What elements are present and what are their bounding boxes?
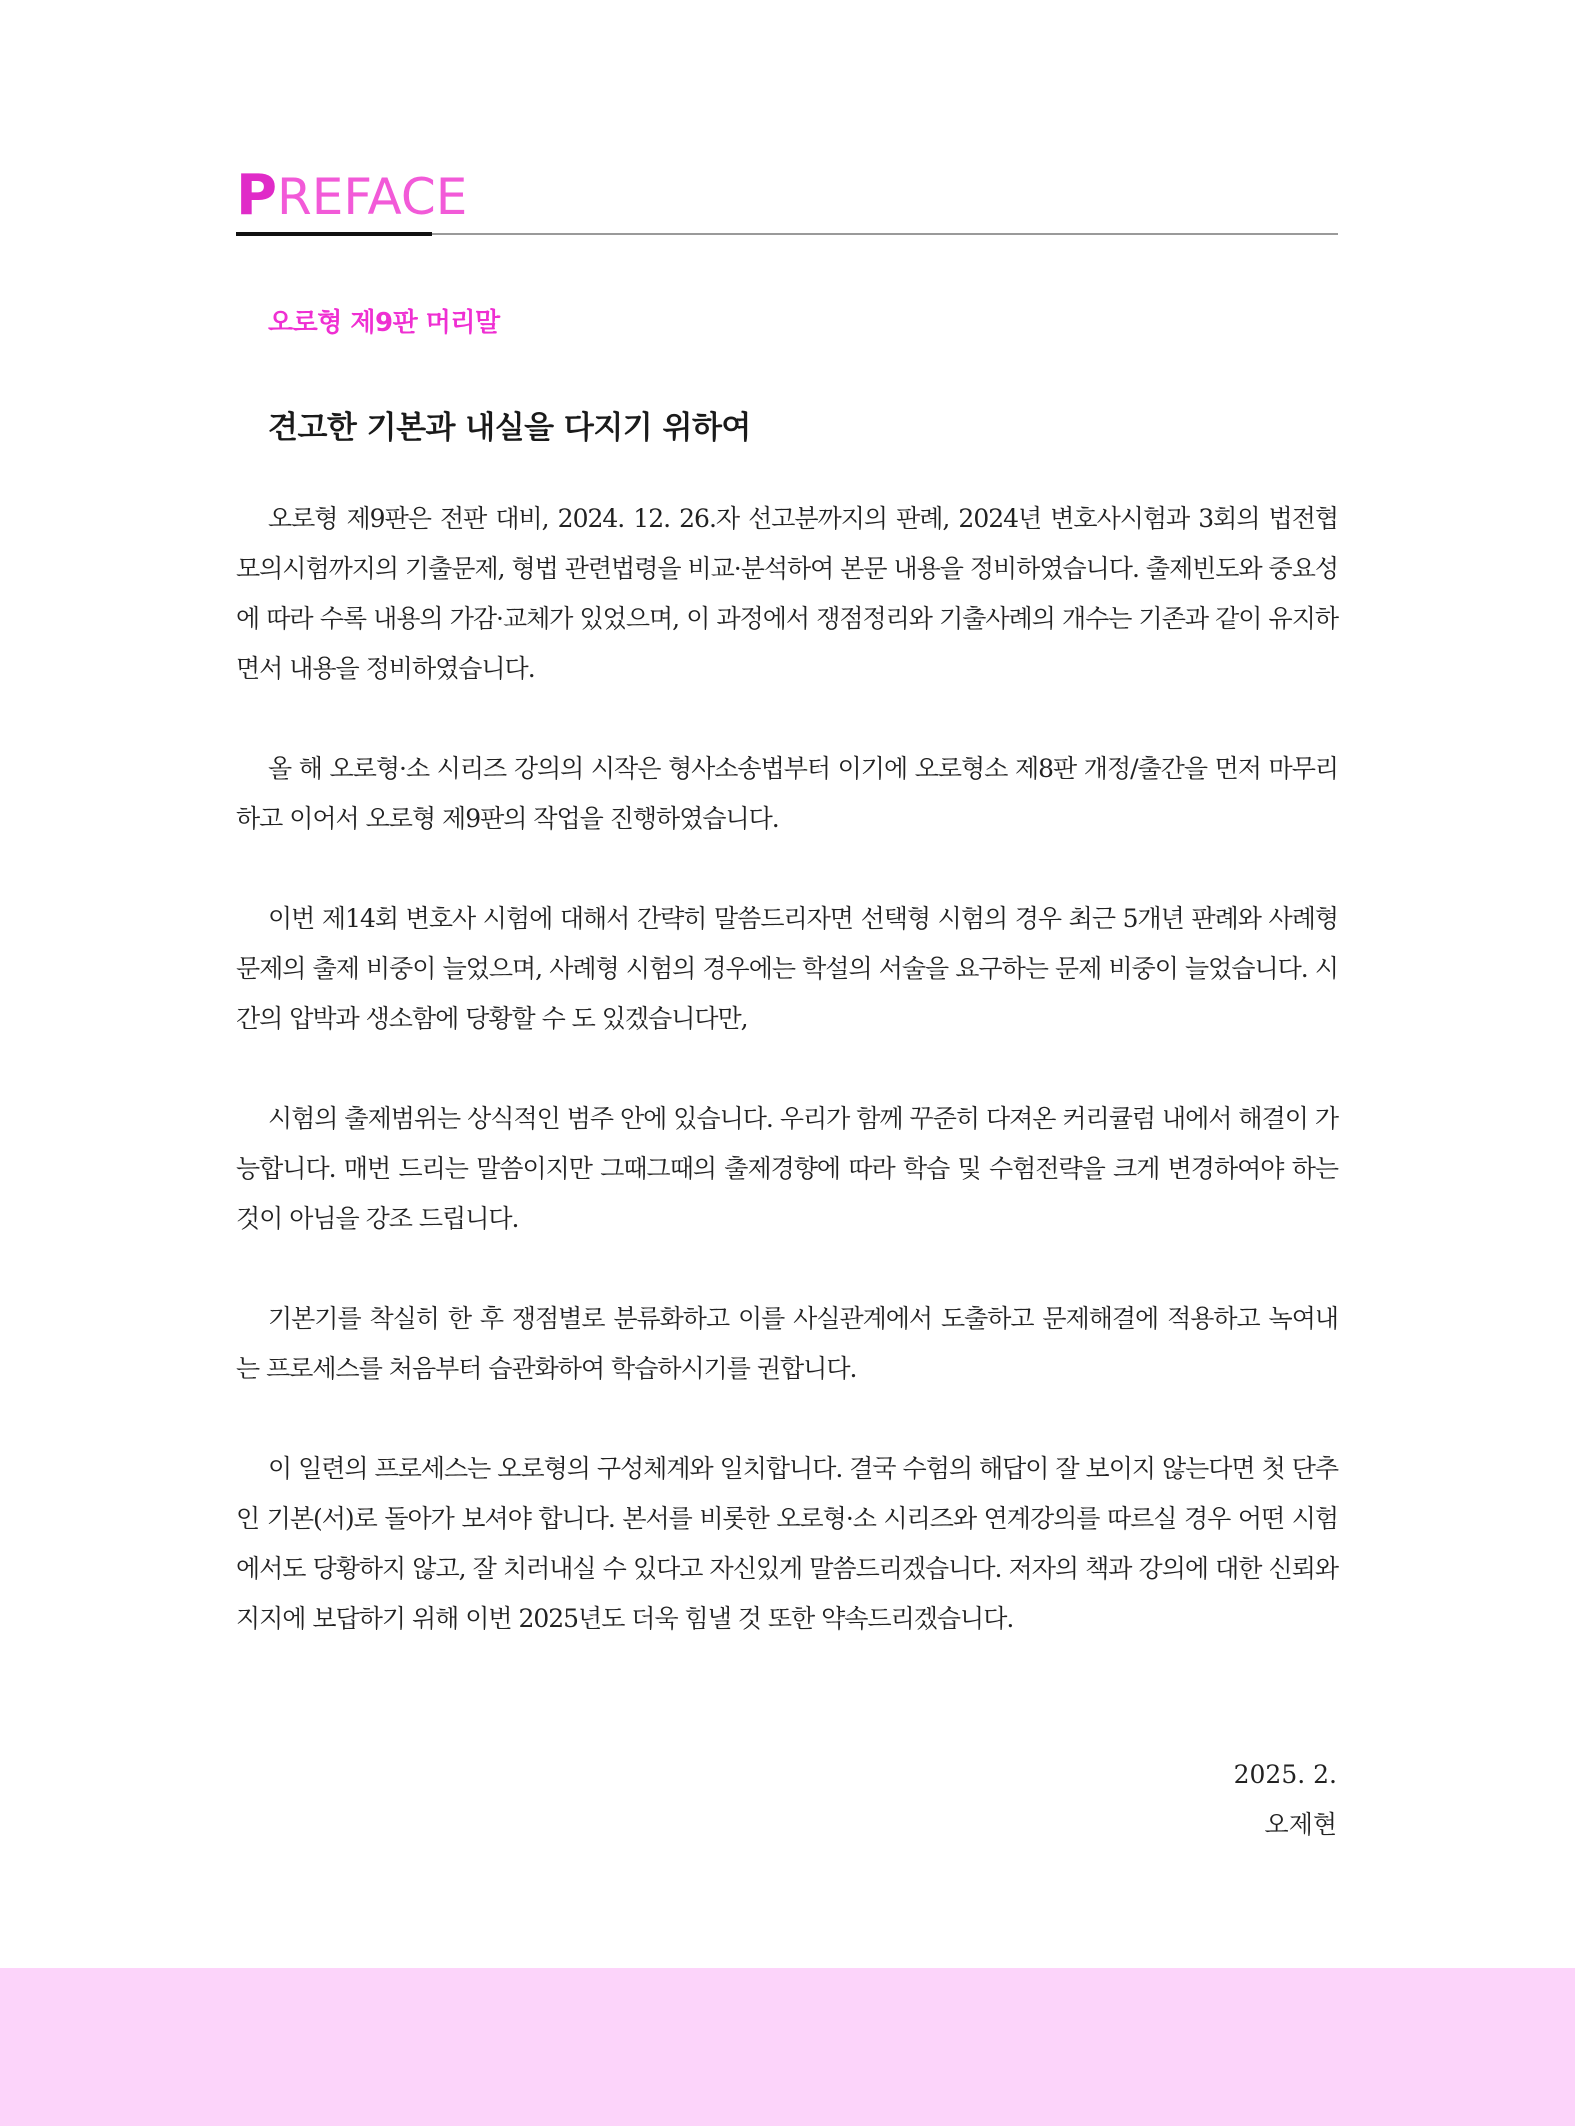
signoff [1234,1750,1337,1850]
paragraph-5: 기본기를 착실히 한 후 쟁점별로 분류화하고 이를 사실관계에서 도출하고 문제해결에 적용하고 녹여내는 프로세스를 처음부터 습관화하여 학습하시기를 권합니다. [236,1304,1338,1383]
paragraph-4: 시험의 출제범위는 상식적인 범주 안에 있습니다. 우리가 함께 꾸준히 다져온 커리큘럼 내에서 해결이 가능합니다. 매번 드리는 말씀이지만 그때그때의 출제경향에 따라 학습 및 수험전략을 크게 변경하여야 하는 것이 아님을 강조 드립니다. [236,1104,1338,1233]
page-header [236,160,1338,240]
main-heading: 견고한 기본과 내실을 다지기 위하여 [268,410,751,446]
preface-title-rest: REFACE [277,168,468,226]
paragraph-1: 오로형 제9판은 전판 대비, 2024. 12. 26.자 선고분까지의 판례, 2024년 변호사시험과 3회의 법전협 모의시험까지의 기출문제, 형법 관련법령을 비교·분석하여 본문 내용을 정비하였습니다. 출제빈도와 중요성에 따라 수록 내용의 가감·교체가 있었으며, 이 과정에서 쟁점정리와 기출사례의 개수는 기존과 같이 유지하면서 내용을 정비하였습니다. [236,504,1338,683]
paragraph-2: 올 해 오로형·소 시리즈 강의의 시작은 형사소송법부터 이기에 오로형소 제8판 개정/출간을 먼저 마무리 하고 이어서 오로형 제9판의 작업을 진행하였습니다. [236,754,1338,833]
body-text [236,494,1338,1694]
preface-title-initial: P [236,163,278,228]
paragraph-6: 이 일련의 프로세스는 오로형의 구성체계와 일치합니다. 결국 수험의 해답이 잘 보이지 않는다면 첫 단추인 기본(서)로 돌아가 보셔야 합니다. 본서를 비롯한 오로형·소 시리즈와 연계강의를 따르실 경우 어떤 시험에서도 당황하지 않고, 잘 치러내실 수 있다고 자신있게 말씀드리겠습니다. 저자의 책과 강의에 대한 신뢰와 지지에 보답하기 위해 이번 2025년도 더욱 힘낼 것 또한 약속드리겠습니다. [236,1454,1338,1633]
preface-title [236,163,468,228]
signoff-date: 2025. 2. [1233,1760,1337,1789]
paragraph-3: 이번 제14회 변호사 시험에 대해서 간략히 말씀드리자면 선택형 시험의 경우 최근 5개년 판례와 사례형 문제의 출제 비중이 늘었으며, 사례형 시험의 경우에는 학설의 서술을 요구하는 문제 비중이 늘었습니다. 시간의 압박과 생소함에 당황할 수 도 있겠습니다만, [236,904,1338,1033]
header-divider-accent [236,232,432,236]
edition-label: 오로형 제9판 머리말 [268,308,500,338]
signoff-author: 오제현 [1264,1810,1337,1839]
footer-band [0,1968,1575,2126]
